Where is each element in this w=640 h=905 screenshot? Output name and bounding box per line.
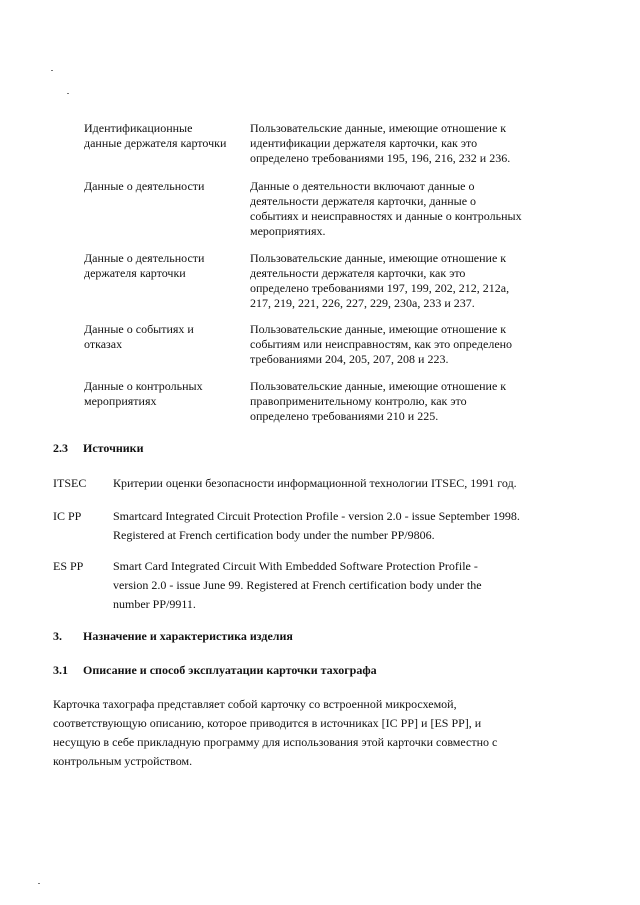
definition-term: Данные о событиях и отказах [84,322,194,351]
source-text: Smart Card Integrated Circuit With Embedded Software Protection Profile - version 2.0 - issue June 99. Registered at French certification body under the number PP/9911. [113,559,482,611]
section-number: 3. [53,629,62,643]
source-text: Критерии оценки безопасности информационной технологии ITSEC, 1991 год. [113,476,517,490]
scan-speck [51,70,53,71]
scan-speck [38,883,40,884]
body-paragraph: Карточка тахографа представляет собой карточку со встроенной микросхемой, соответствующую описанию, которое приводится в источниках [IC PP] и [ES PP], и несущую в себе прикладную программу для использования этой карточки совместно с контрольным устройством. [53,697,498,768]
definition-term: Данные о деятельности держателя карточки [84,251,205,280]
section-title: Описание и способ эксплуатации карточки тахографа [83,663,377,677]
definition-text: Пользовательские данные, имеющие отношение к событиям или неисправностям, как это определено требованиями 204, 205, 207, 208 и 223. [250,322,513,366]
source-code: IC PP [53,509,82,523]
scan-speck [67,93,69,94]
source-code: ES PP [53,559,84,573]
section-number: 2.3 [53,441,68,455]
section-number: 3.1 [53,663,68,677]
source-text: Smartcard Integrated Circuit Protection Profile - version 2.0 - issue September 1998. Registered at French certification body under the number PP/9806. [113,509,520,542]
definition-text: Данные о деятельности включают данные о деятельности держателя карточки, данные о событиях и неисправностях и данные о контрольных мероприятиях. [250,179,522,238]
source-code: ITSEC [53,476,87,490]
definition-term: Идентификационные данные держателя карточки [84,121,227,150]
section-title: Источники [83,441,144,455]
definition-text: Пользовательские данные, имеющие отношение к деятельности держателя карточки, как это определено требованиями 197, 199, 202, 212, 212а, 217, 219, 221, 226, 227, 229, 230а, 233 и 237. [250,251,510,310]
definition-term: Данные о контрольных мероприятиях [84,379,203,408]
definition-text: Пользовательские данные, имеющие отношение к правоприменительному контролю, как это определено требованиями 210 и 225. [250,379,507,423]
section-title: Назначение и характеристика изделия [83,629,293,643]
definition-term: Данные о деятельности [84,179,205,193]
definition-text: Пользовательские данные, имеющие отношение к идентификации держателя карточки, как это определено требованиями 195, 196, 216, 232 и 236. [250,121,511,165]
